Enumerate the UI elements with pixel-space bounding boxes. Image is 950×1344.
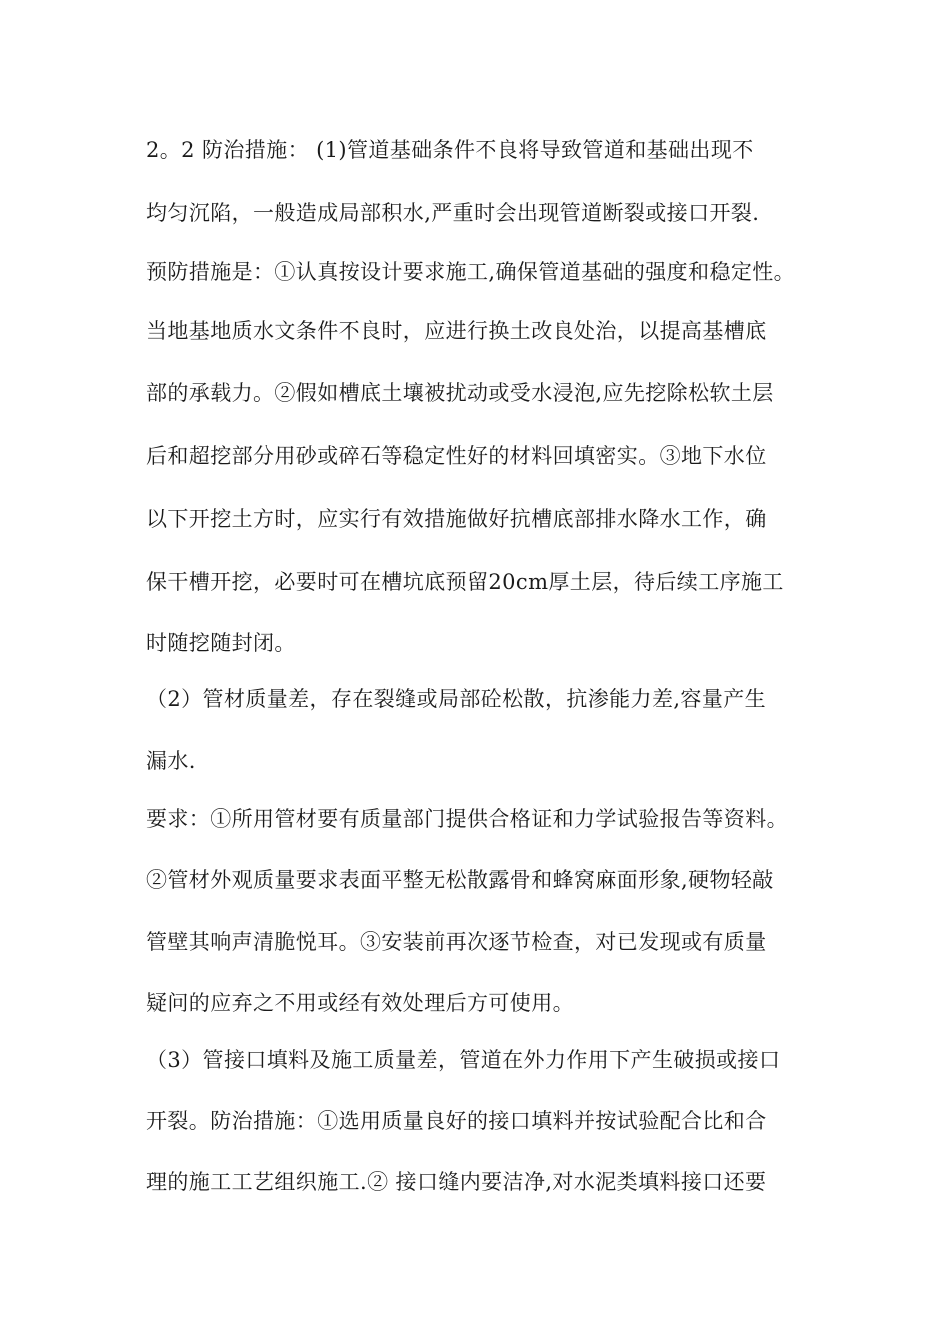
text-line-12: 要求：①所用管材要有质量部门提供合格证和力学试验报告等资料。 (146, 807, 788, 831)
text-line-16: （3）管接口填料及施工质量差，管道在外力作用下产生破损或接口 (146, 1048, 781, 1072)
text-line-17: 开裂。防治措施：①选用质量良好的接口填料并按试验配合比和合 (146, 1109, 767, 1133)
text-line-7: 以下开挖土方时，应实行有效措施做好抗槽底部排水降水工作，确 (146, 507, 767, 531)
text-line-8: 保干槽开挖，必要时可在槽坑底预留20cm厚土层，待后续工序施工 (146, 570, 784, 594)
text-line-6: 后和超挖部分用砂或碎石等稳定性好的材料回填密实。③地下水位 (146, 444, 767, 468)
text-line-15: 疑问的应弃之不用或经有效处理后方可使用。 (146, 991, 574, 1015)
text-line-13: ②管材外观质量要求表面平整无松散露骨和蜂窝麻面形象,硬物轻敲 (146, 868, 774, 892)
text-line-18: 理的施工工艺组织施工.② 接口缝内要洁净,对水泥类填料接口还要 (146, 1170, 767, 1194)
text-line-5: 部的承载力。②假如槽底土壤被扰动或受水浸泡,应先挖除松软土层 (146, 381, 774, 405)
text-line-10: （2）管材质量差，存在裂缝或局部砼松散，抗渗能力差,容量产生 (146, 687, 767, 711)
text-line-9: 时随挖随封闭。 (146, 631, 296, 655)
text-line-2: 均匀沉陷，一般造成局部积水,严重时会出现管道断裂或接口开裂. (146, 201, 760, 225)
text-line-4: 当地基地质水文条件不良时，应进行换土改良处治，以提高基槽底 (146, 319, 767, 343)
text-line-11: 漏水. (146, 749, 196, 773)
text-line-14: 管壁其响声清脆悦耳。③安装前再次逐节检查，对已发现或有质量 (146, 930, 767, 954)
text-line-3: 预防措施是：①认真按设计要求施工,确保管道基础的强度和稳定性。 (146, 260, 796, 284)
text-line-1: 2。2 防治措施： (1)管道基础条件不良将导致管道和基础出现不 (146, 138, 754, 162)
